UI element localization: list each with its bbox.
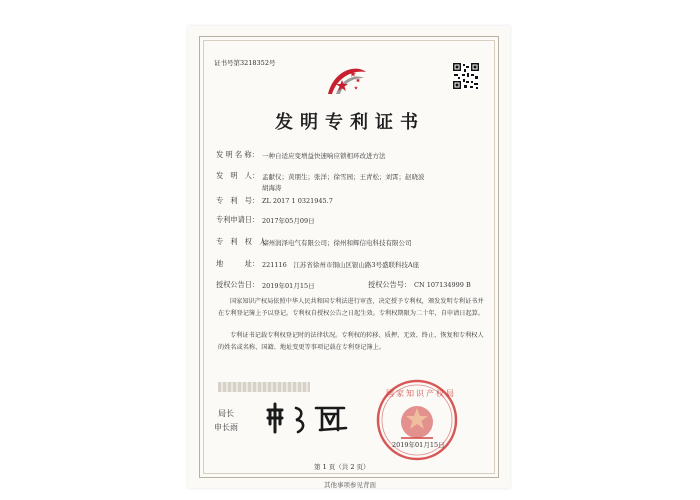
grant-date-label: 授权公告日： [216,280,260,289]
patent-number-label: 专 利 号： [216,196,260,205]
grant-date: 2019年01月15日 [262,282,315,290]
invention-name-label: 发 明 名 称： [216,150,259,159]
inventor-line1: 孟献仪；黄朋生；张洋；徐雪园；王青松；刘霄；赵晓波 [262,173,425,181]
qr-code-icon [452,62,480,90]
legal-status-paragraph: 专利证书记载专利权登记时的法律状况。专利权的转移、质押、无效、终止、恢复和专利权人的姓名或名称、国籍、地址变更等事项记载在专利登记簿上。 [218,332,484,351]
seal-text: 国家知识产权局 [386,389,456,398]
address-label: 地 址： [216,259,260,268]
certificate-number: 证书号第3218352号 [214,59,276,67]
seal-date: 2019年01月15日 [392,441,445,449]
grant-statement-paragraph: 国家知识产权局依照中华人民共和国专利法进行审查，决定授予专利权，颁发发明专利证书并在专利登记簿上予以登记。专利权自授权公告之日起生效。专利权期限为二十年，自申请日起算。 [218,298,485,317]
inventor-line2: 胡海涛 [262,184,282,192]
patent-number: ZL 2017 1 0321945.7 [262,197,333,205]
grant-number: CN 107134999 B [414,281,471,289]
footer-note: 其他事项参见背面 [324,481,376,489]
page-indicator: 第 1 页（共 2 页） [314,463,370,471]
invention-name: 一种自适应变增益快速响应锁相环改进方法 [262,152,386,160]
director-title: 局长 [218,409,234,418]
certificate-title: 发明专利证书 [275,112,425,133]
director-signature [262,400,354,436]
filing-date-label: 专利申请日： [216,215,260,224]
director-name: 申长雨 [214,423,238,432]
patentee: 徐州润泽电气有限公司；徐州和辉信电科技有限公司 [262,239,412,247]
signature-watermark-strip [218,382,310,392]
grant-number-label: 授权公告号： [368,280,412,289]
filing-date: 2017年05月09日 [262,217,315,225]
patentee-label: 专 利 权 人： [216,237,274,246]
address: 221116 江苏省徐州市铜山区银山路3号盛联科技A座 [262,261,420,269]
patent-office-emblem-icon [322,60,370,98]
inventor-label: 发 明 人： [216,171,260,180]
